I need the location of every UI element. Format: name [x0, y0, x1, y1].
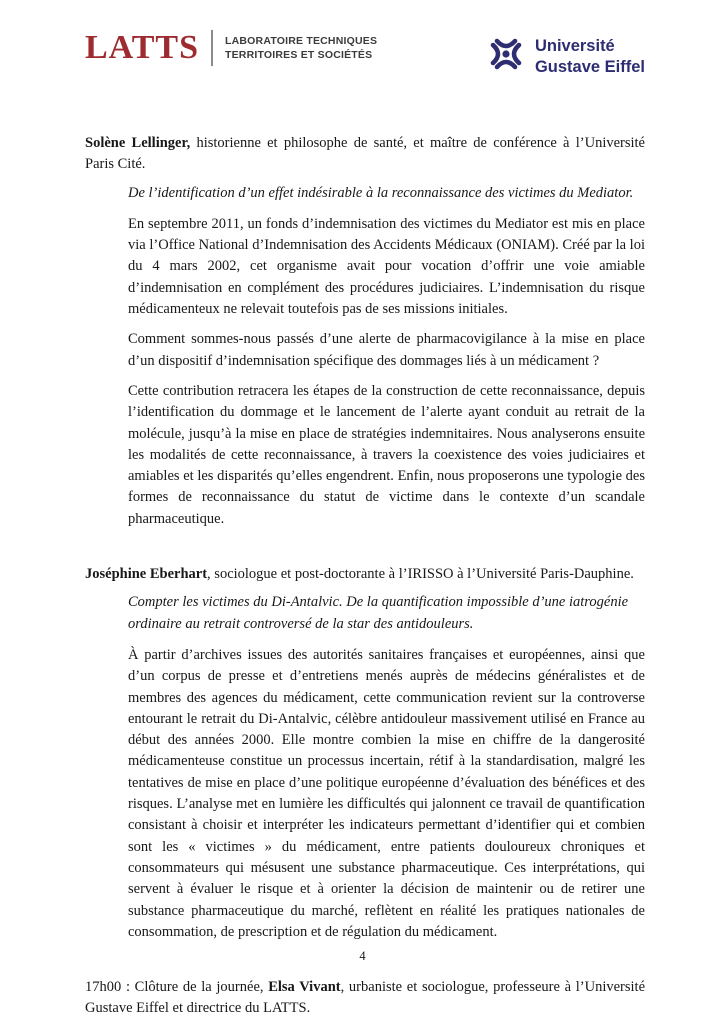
closing-line	[85, 977, 645, 1020]
latts-subtitle-line2: TERRITOIRES ET SOCIÉTÉS	[224, 49, 373, 61]
abstract-paragraph: En septembre 2011, un fonds d’indemnisation des victimes du Mediator est mis en place via l’Office National d’Indemnisation des Accidents Médicaux (ONIAM). Créé par la loi du 4 mars 2002, cet organisme avait pour vocation d’offrir une voie amiable d’indemnisation en complément des procédures judiciaires. L’indemnisation du risque médicamenteux ne relevait toutefois pas de ses missions initiales.	[128, 215, 645, 318]
uge-logo	[486, 32, 645, 81]
speaker-name: Solène Lellinger,	[85, 135, 191, 151]
uge-logo-line2: Gustave Eiffel	[534, 57, 645, 76]
uge-logo-line1: Université	[534, 36, 615, 55]
abstract-paragraph: Comment sommes-nous passés d’une alerte de pharmacovigilance à la mise en place d’un dispositif d’indemnisation spécifique des dommages liés à un médicament ?	[128, 331, 645, 369]
speaker-intro	[85, 564, 645, 585]
latts-subtitle-line1: LABORATOIRE TECHNIQUES	[224, 34, 378, 47]
closing-prefix: 17h00 : Clôture de la journée,	[85, 979, 269, 996]
latts-logo	[85, 30, 377, 66]
header	[85, 30, 645, 81]
speaker-affiliation: , sociologue et post-doctorante à l’IRISSO à l’Université Paris-Dauphine.	[207, 566, 634, 583]
speaker-intro	[85, 133, 645, 176]
session-josephine-eberhart	[85, 564, 645, 943]
talk-title: De l’identification d’un effet indésirable à la reconnaissance des victimes du Mediator.	[128, 184, 634, 201]
talk-title: Compter les victimes du Di-Antalvic. De la quantification impossible d’une iatrogénie ordinaire au retrait controversé de la star des antidouleurs.	[128, 594, 629, 632]
abstract-paragraph: Cette contribution retracera les étapes de la construction de cette reconnaissance, depuis l’identification du dommage et le lancement de l’alerte ayant conduit au retrait de la molécule, jusqu’à la mise en place de stratégies indemnitaires. Nous analyserons ensuite les modalités de cette reconnaissance, à travers la coexistence des voies judiciaires et amiables et les disparités qu’elles engendrent. Enfin, nous proposerons une typologie des formes de reconnaissance du statut de victime dans le contexte d’un scandale pharmaceutique.	[128, 382, 645, 527]
speaker-affiliation: historienne et philosophe de santé, et maître de conférence à l’Université Paris Cité.	[85, 135, 645, 173]
program-content	[85, 133, 645, 1020]
latts-wordmark: LATTS	[85, 29, 199, 66]
uge-logo-text	[535, 36, 645, 77]
closing-suffix: , urbaniste et sociologue, professeure à l’Université Gustave Eiffel et directrice du LATTS.	[85, 979, 646, 1017]
session-solene-lellinger	[85, 133, 645, 530]
latts-logo-divider	[211, 30, 213, 66]
uge-mark-icon	[486, 32, 526, 81]
speaker-name: Joséphine Eberhart	[85, 566, 208, 583]
abstract-paragraph: À partir d’archives issues des autorités sanitaires françaises et européennes, ainsi que d’un corpus de presse et d’entretiens menés auprès de médecins généralistes et de membres des agences du médicament, cette communication revient sur la controverse entourant le retrait du Di-Antalvic, célèbre antidouleur massivement utilisé en France au début des années 2000. Elle montre combien la mise en chiffre de la dangerosité médicamenteuse constitue un processus incertain, rétif à la standardisation, malgré les tentatives de mise en place d’une politique européenne d’évaluation des bénéfices et des risques. L’analyse met en lumière les difficultés qui jalonnent ce travail de quantification consistant à choisir et interpréter les indicateurs permettant d’identifier qui et combien sont les « victimes » du médicament, entre patients douloureux chroniques et consommateurs qui mésusent une substance pharmaceutique. Ces interprétations, qui servent à évaluer le risque et à orienter la décision de maintenir ou de retirer une substance pharmaceutique du marché, reflètent en réalité les pratiques nationales de consommation, de prescription et de régulation du médicament.	[128, 646, 645, 940]
page-number: 4	[359, 949, 366, 963]
closing-speaker-name: Elsa Vivant	[268, 979, 341, 996]
latts-subtitle	[225, 34, 377, 62]
